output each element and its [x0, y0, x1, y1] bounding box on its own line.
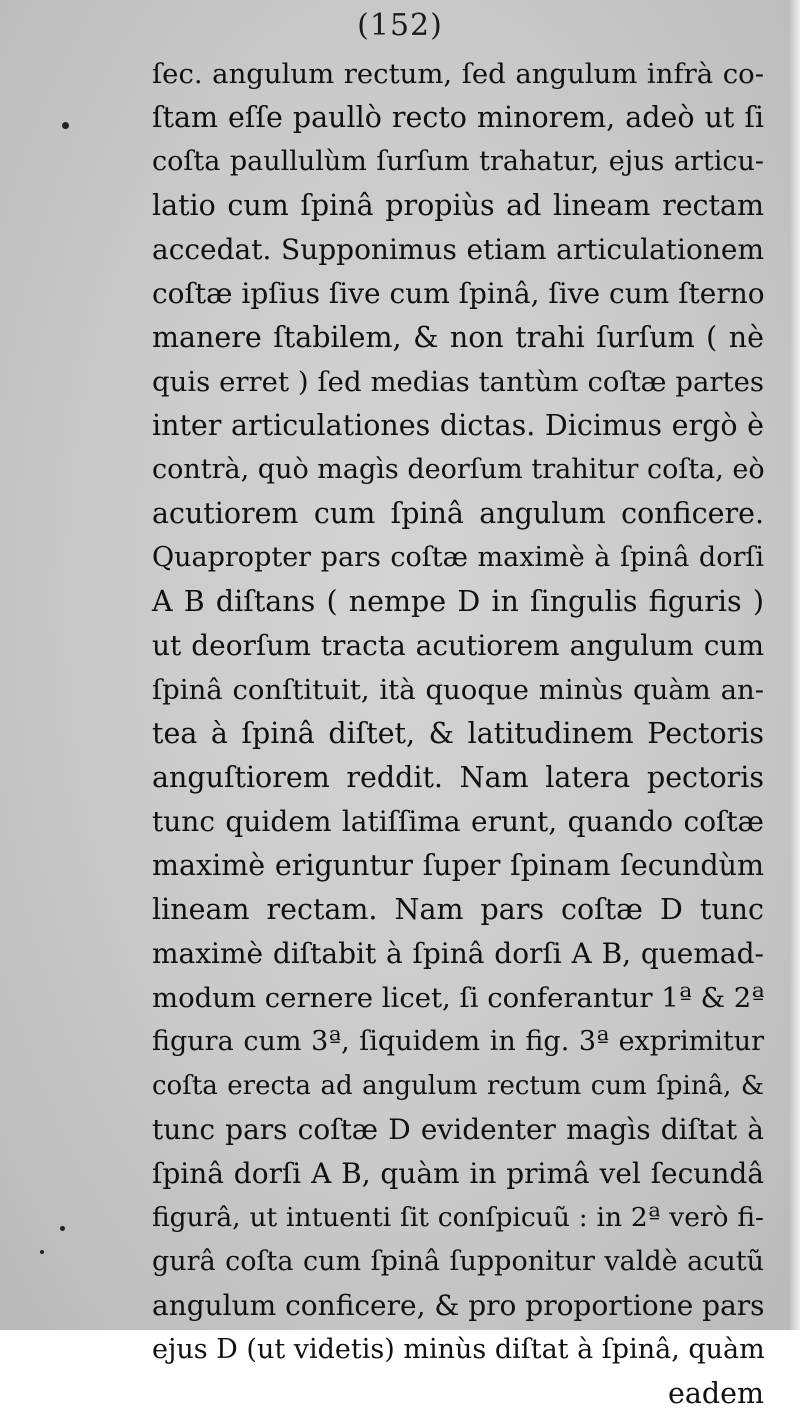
text-line: quis erret ) ſed medias tantùm coſtæ partes — [152, 366, 764, 398]
text-line: A B diſtans ( nempe D in ſingulis figuris ) — [152, 585, 764, 618]
ink-speck — [40, 1250, 44, 1254]
text-line: ejus D (ut videtis) minùs diſtat à ſpinâ, quàm — [152, 1334, 765, 1365]
text-line: maximè diſtabit à ſpinâ dorſi A B, quemad- — [152, 937, 764, 970]
text-line: ſec. angulum rectum, ſed angulum infrà co- — [152, 58, 764, 90]
text-line: contrà, quò magìs deorſum trahitur coſta, eò — [152, 454, 765, 485]
text-line: Quapropter pars coſtæ maximè à ſpinâ dorſi — [152, 542, 764, 573]
text-line: manere ſtabilem, & non trahi ſurſum ( nè — [152, 321, 764, 354]
text-line: tunc quidem latiſſima erunt, quando coſtæ — [152, 805, 764, 838]
text-line: accedat. Supponimus etiam articulationem — [152, 233, 764, 266]
text-line: tunc pars coſtæ D evidenter magìs diſtat à — [152, 1113, 764, 1146]
catchword: eadem — [668, 1377, 764, 1410]
ink-speck — [60, 1226, 65, 1231]
text-line: angulum conficere, & pro proportione pars — [152, 1289, 765, 1322]
page-edge — [790, 0, 800, 1330]
ink-speck — [62, 122, 69, 129]
text-line: coſtæ ipſius ſive cum ſpinâ, ſive cum ſterno — [152, 277, 765, 310]
text-line: modum cernere licet, ſi conferantur 1ª & 2ª — [152, 982, 765, 1014]
text-line: tea à ſpinâ diſtet, & latitudinem Pectoris — [152, 717, 764, 750]
text-line: inter articulationes dictas. Dicimus ergò è — [152, 409, 764, 442]
text-line: ſpinâ conſtituit, ità quoque minùs quàm an- — [152, 674, 764, 706]
text-line: figura cum 3ª, ſiquidem in fig. 3ª exprimitur — [152, 1026, 764, 1057]
text-line: latio cum ſpinâ propiùs ad lineam rectam — [152, 189, 764, 222]
text-line: coſta paullulùm ſurſum trahatur, ejus articu- — [152, 146, 764, 177]
text-line: figurâ, ut intuenti ſit conſpicuũ : in 2ª verò fi- — [152, 1202, 764, 1233]
page-number: (152) — [357, 8, 443, 43]
text-line: acutiorem cum ſpinâ angulum conficere. — [152, 497, 764, 530]
text-line: coſta erecta ad angulum rectum cum ſpinâ, & — [152, 1071, 764, 1101]
text-line: gurâ coſta cum ſpinâ ſupponitur valdè acutũ — [152, 1246, 764, 1277]
text-line: ſtam eſſe paullò recto minorem, adeò ut ſi — [152, 101, 764, 134]
text-line: ſpinâ dorſi A B, quàm in primâ vel ſecundâ — [152, 1157, 764, 1190]
body-text — [152, 52, 764, 1416]
text-line: maximè eriguntur ſuper ſpinam ſecundùm — [152, 849, 764, 882]
text-line: anguſtiorem reddit. Nam latera pectoris — [152, 761, 764, 794]
text-line: ut deorſum tracta acutiorem angulum cum — [152, 629, 764, 662]
text-line: lineam rectam. Nam pars coſtæ D tunc — [152, 893, 764, 926]
